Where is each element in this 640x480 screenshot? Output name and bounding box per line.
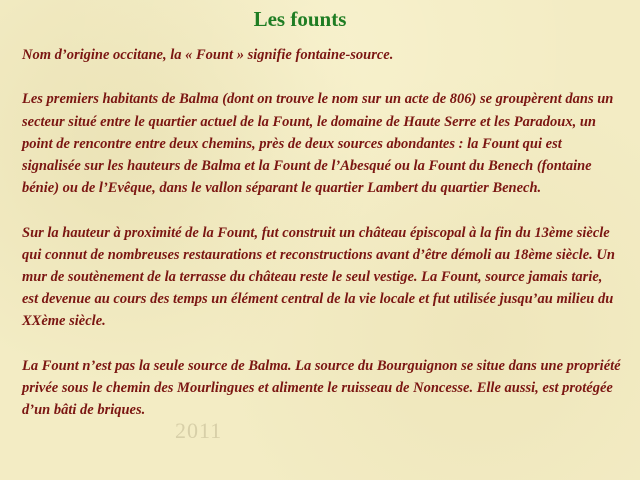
document-body <box>22 44 622 444</box>
paragraph-first-inhabitants: Les premiers habitants de Balma (dont on trouve le nom sur un acte de 806) se groupèrent dans un secteur situé entre le quartier actuel de la Fount, le domaine de Haute Serre et les Paradoux, un point de rencontre entre deux chemins, près de deux sources abondantes : la Fount qui est signalisée sur les hauteurs de Balma et la Fount de l’Abesqué ou la Fount du Benech (fontaine bénie) ou de l’Evêque, dans le vallon séparant le quartier Lambert du quartier Benech. <box>22 91 614 197</box>
paragraph-castle: Sur la hauteur à proximité de la Fount, fut construit un château épiscopal à la fin du 13ème siècle qui connut de nombreuses restaurations et reconstructions avant d’être démoli au 18ème siècle. Un mur de soutènement de la terrasse du château reste le seul vestige. La Fount, source jamais tarie, est devenue au cours des temps un élément central de la vie locale et fut utilisée jusqu’au milieu du XXème siècle. <box>22 224 615 330</box>
paragraph-other-sources: La Fount n’est pas la seule source de Balma. La source du Bourguignon se situe dans une propriété privée sous le chemin des Mourlingues et alimente le ruisseau de Noncesse. Elle aussi, est protégée d’un bâti de briques. <box>22 357 621 419</box>
paragraph-intro: Nom d’origine occitane, la « Fount » signifie fontaine-source. <box>22 47 394 63</box>
watermark-text: 2011 <box>175 418 223 443</box>
page-title: Les founts <box>253 7 347 31</box>
